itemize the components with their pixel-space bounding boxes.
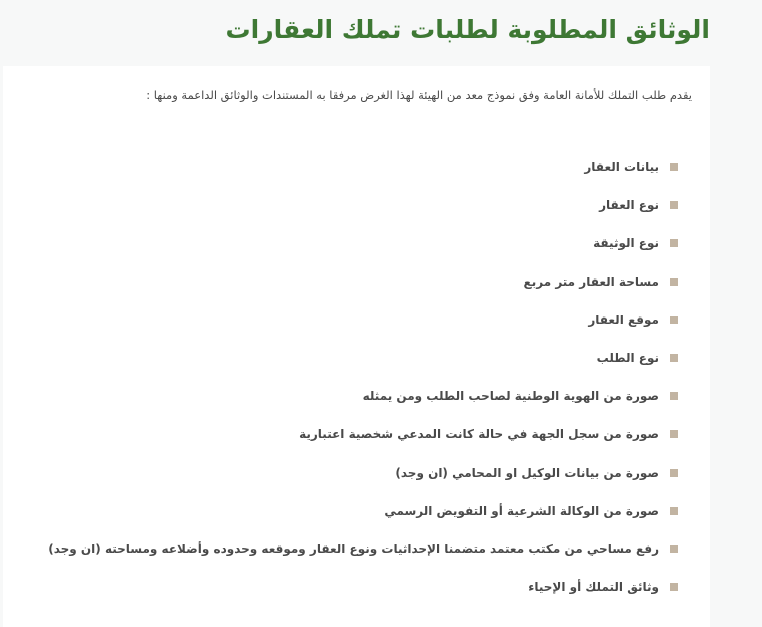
square-bullet-icon [670, 507, 678, 515]
square-bullet-icon [670, 278, 678, 286]
list-item-label: رفع مساحي من مكتب معتمد متضمنا الإحداثيات ونوع العقار وموقعه وحدوده وأضلاعه ومساحته (ان وجد) [48, 541, 659, 556]
square-bullet-icon [670, 316, 678, 324]
square-bullet-icon [670, 545, 678, 553]
list-item [48, 530, 678, 568]
square-bullet-icon [670, 430, 678, 438]
list-item-label: نوع العقار [599, 198, 659, 213]
square-bullet-icon [670, 239, 678, 247]
list-item-label: صورة من الهوية الوطنية لصاحب الطلب ومن يمثله [362, 389, 659, 404]
list-item [48, 148, 678, 186]
required-documents-list [48, 148, 678, 606]
square-bullet-icon [670, 392, 678, 400]
list-item [48, 492, 678, 530]
list-item-label: صورة من بيانات الوكيل او المحامي (ان وجد) [395, 465, 659, 480]
list-item [48, 186, 678, 224]
list-item-label: نوع الوثيقة [593, 236, 659, 251]
list-item-label: مساحة العقار متر مربع [523, 274, 659, 289]
square-bullet-icon [670, 583, 678, 591]
list-item [48, 568, 678, 606]
list-item [48, 454, 678, 492]
list-item-label: نوع الطلب [596, 351, 659, 366]
list-item-label: موقع العقار [588, 312, 659, 327]
square-bullet-icon [670, 469, 678, 477]
list-item-label: صورة من الوكالة الشرعية أو التفويض الرسمي [384, 503, 659, 518]
list-item [48, 415, 678, 453]
intro-text: يقدم طلب التملك للأمانة العامة وفق نموذج معد من الهيئة لهذا الغرض مرفقا به المستندات والوثائق الداعمة ومنها : [146, 88, 692, 102]
square-bullet-icon [670, 201, 678, 209]
square-bullet-icon [670, 163, 678, 171]
list-item [48, 301, 678, 339]
list-item-label: وثائق التملك أو الإحياء [528, 580, 659, 595]
list-item [48, 377, 678, 415]
list-item-label: صورة من سجل الجهة في حالة كانت المدعي شخصية اعتبارية [299, 427, 659, 442]
list-item [48, 224, 678, 262]
list-item [48, 339, 678, 377]
list-item-label: بيانات العقار [584, 160, 659, 175]
square-bullet-icon [670, 354, 678, 362]
page-title: الوثائق المطلوبة لطلبات تملك العقارات [225, 15, 710, 44]
content-card [3, 66, 710, 627]
list-item [48, 263, 678, 301]
